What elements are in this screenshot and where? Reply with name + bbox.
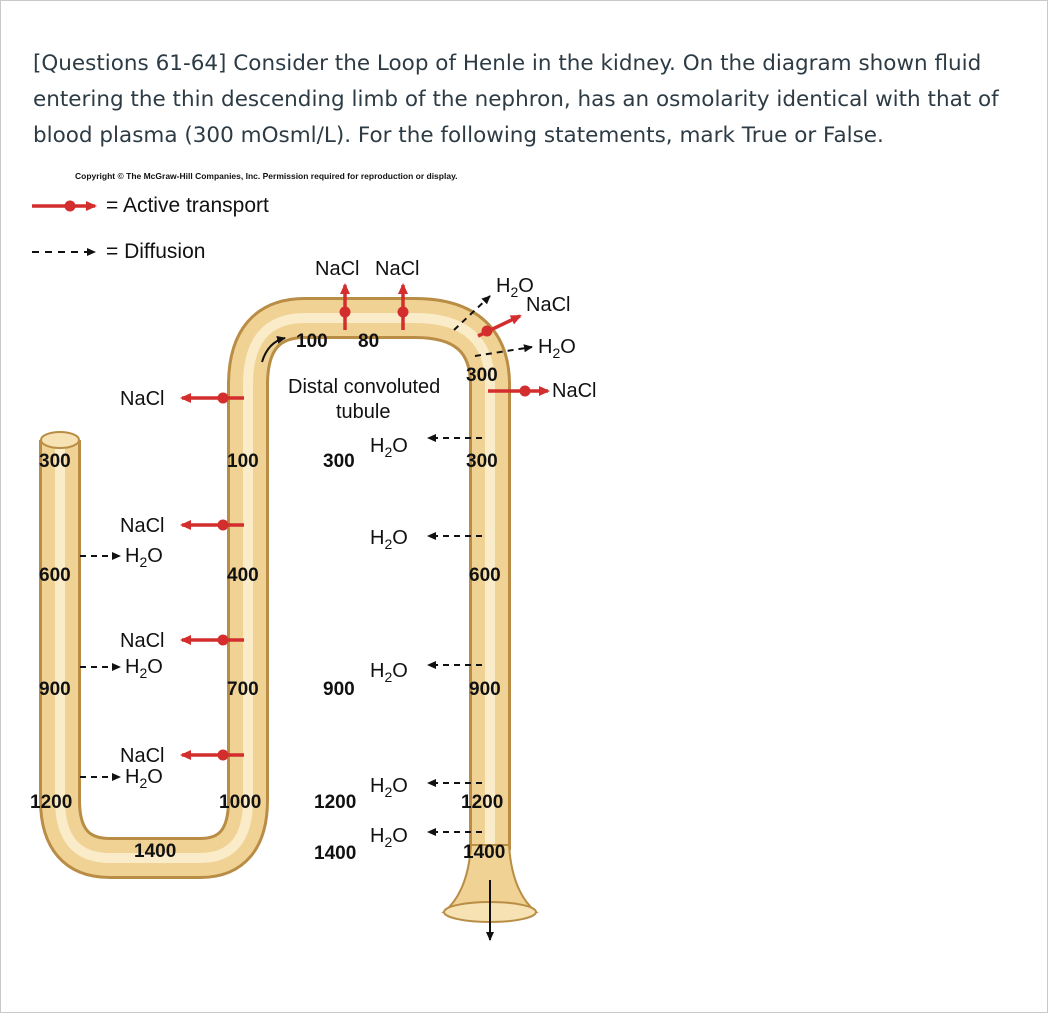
desc-value-300: 300 <box>39 451 71 472</box>
cd-value-300: 300 <box>466 451 498 472</box>
svg-text:H2O: $H_2O$ <box>538 336 576 361</box>
nacl-pump-icon <box>218 635 229 646</box>
nacl-label-cd-2: NaCl <box>552 380 597 402</box>
nacl-pump-icon <box>482 326 493 337</box>
legend-diffusion: = Diffusion <box>106 240 206 263</box>
cd-value-300-top: 300 <box>466 365 498 386</box>
svg-text:H2O: $H_2O$ <box>370 660 408 685</box>
nacl-pump-icon <box>218 520 229 531</box>
legend-active: = Active transport <box>106 194 269 217</box>
copyright-notice: Copyright © The McGraw-Hill Companies, Inc. Permission required for reproduction or display. <box>75 171 458 181</box>
legend <box>32 194 269 263</box>
nacl-label-asc-2: NaCl <box>120 515 165 537</box>
loop-bottom-value: 1400 <box>134 841 177 862</box>
svg-text:H2O: $H_2O$ <box>370 825 408 850</box>
cd-value-900: 900 <box>469 679 501 700</box>
svg-text:H2O: $H_2O$ <box>370 435 408 460</box>
nacl-label-distal-1: NaCl <box>315 258 360 280</box>
cd-value-600: 600 <box>469 565 501 586</box>
desc-value-600: 600 <box>39 565 71 586</box>
nacl-label-asc-3: NaCl <box>120 630 165 652</box>
distal-label-line2: tubule <box>336 401 391 423</box>
asc-value-400: 400 <box>227 565 259 586</box>
nacl-label-asc-1: NaCl <box>120 388 165 410</box>
svg-text:H2O: $H_2O$ <box>125 656 163 681</box>
distal-label-line1: Distal convoluted <box>288 376 441 398</box>
question-text: [Questions 61-64] Consider the Loop of Henle in the kidney. On the diagram shown fluid entering the thin descending limb of the nephron, has an osmolarity identical with that of blood plasma (300 mOsml/L). For the following statements, mark True or False. <box>33 51 999 148</box>
nacl-pump-icon <box>340 307 351 318</box>
svg-text:H2O: $H_2O$ <box>496 275 534 300</box>
interstitium-values <box>314 451 356 864</box>
asc-value-700: 700 <box>227 679 259 700</box>
nacl-pump-icon <box>218 393 229 404</box>
nacl-label-distal-2: NaCl <box>375 258 420 280</box>
tubule-entry-opening <box>41 432 79 448</box>
asc-value-1000: 1000 <box>219 792 262 813</box>
distal-value-100: 100 <box>296 331 328 352</box>
svg-text:H2O: $H_2O$ <box>125 545 163 570</box>
tubule <box>41 318 536 922</box>
desc-value-900: 900 <box>39 679 71 700</box>
ascending-nacl-transport <box>120 388 244 767</box>
interstitium-value-900: 900 <box>323 679 355 700</box>
interstitium-value-300: 300 <box>323 451 355 472</box>
svg-text:H2O: $H_2O$ <box>125 766 163 791</box>
nacl-pump-icon <box>218 750 229 761</box>
interstitium-value-1200: 1200 <box>314 792 357 813</box>
desc-value-1200: 1200 <box>30 792 73 813</box>
collecting-duct-water-diffusion <box>370 435 482 850</box>
cd-value-1200: 1200 <box>461 792 504 813</box>
interstitium-value-1400: 1400 <box>314 843 357 864</box>
svg-text:H2O: $H_2O$ <box>370 527 408 552</box>
asc-value-100: 100 <box>227 451 259 472</box>
nacl-label-asc-4: NaCl <box>120 745 165 767</box>
nacl-label-cd-1: NaCl <box>526 294 571 316</box>
svg-text:H2O: $H_2O$ <box>370 775 408 800</box>
nacl-pump-icon <box>398 307 409 318</box>
nacl-pump-icon <box>520 386 531 397</box>
distal-value-80: 80 <box>358 331 380 352</box>
cd-value-1400: 1400 <box>463 842 506 863</box>
active-transport-symbol-icon <box>65 201 76 212</box>
